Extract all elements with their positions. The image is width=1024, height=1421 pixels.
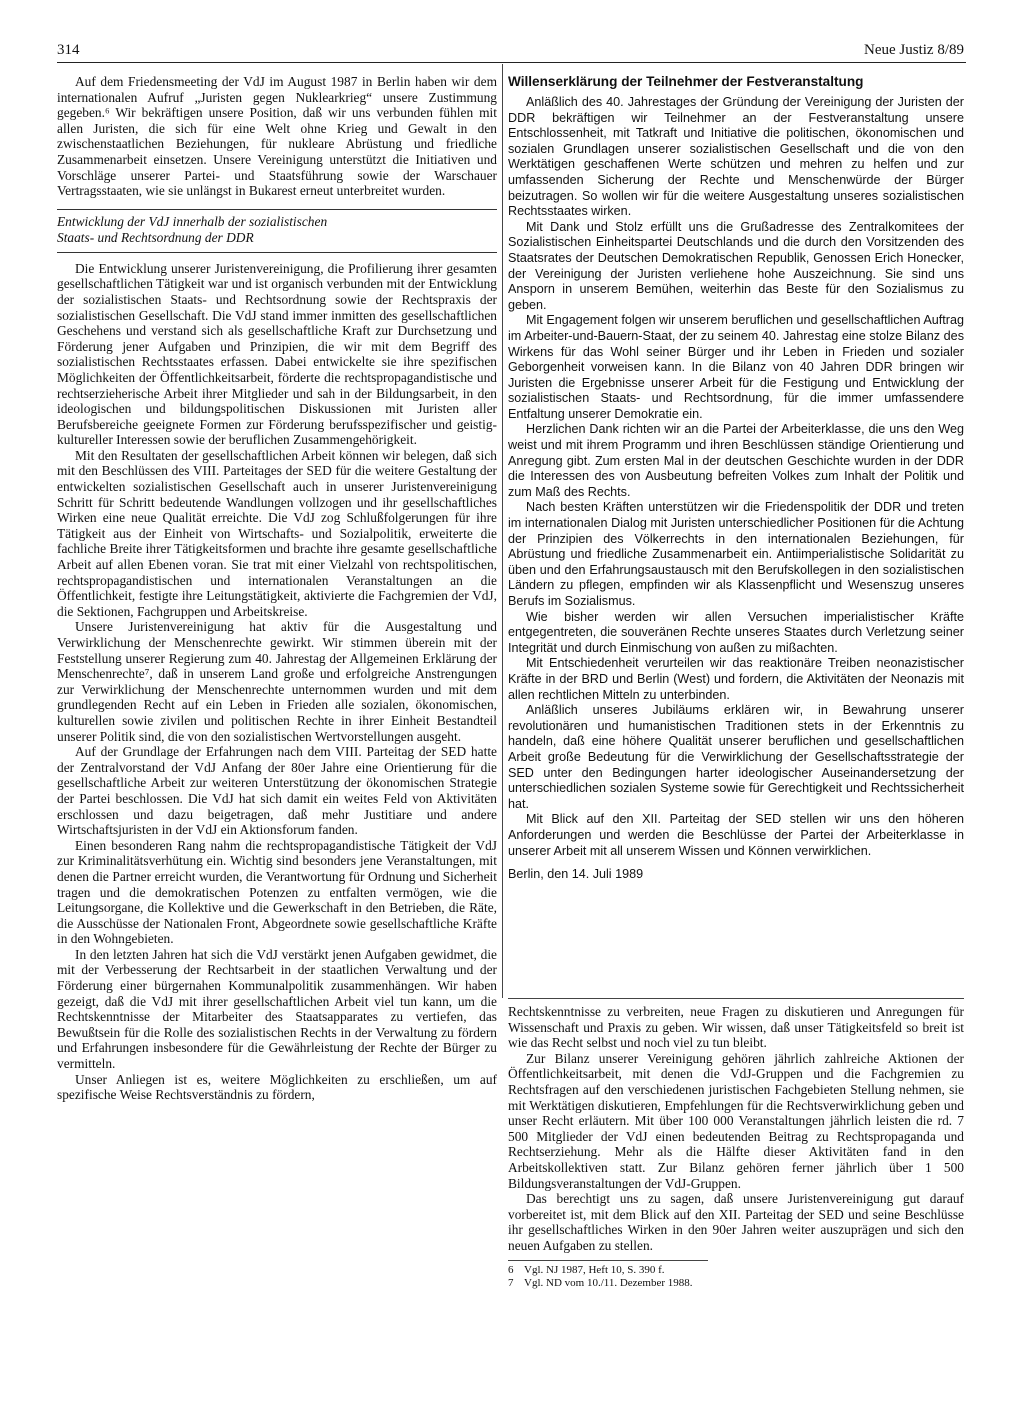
footnote [508, 1264, 964, 1277]
body-paragraph: Auf der Grundlage der Erfahrungen nach dem VIII. Parteitag der SED hatte der Zentralvorstand der VdJ Anfang der 80er Jahre eine Orientierung für die gesellschaftliche Arbeit zur weiteren Unterstützung der ökonomischen Strategie der Partei beschlossen. Die VdJ hat sich damit ein weites Feld von Aktivitäten erschlossen und dazu beigetragen, daß mehr Justitiare und andere Wirtschaftsjuristen in der VdJ ein Aktionsforum fanden. [57, 744, 497, 838]
body-paragraph: Einen besonderen Rang nahm die rechtspropagandistische Tätigkeit der VdJ zur Kriminalitätsverhütung ein. Wichtig sind besonders jene Veranstaltungen, mit denen die Partner erreicht wurden, die Verantwortung für Ordnung und Sicherheit tragen und die demokratischen Potenzen zu entfalten vermögen, wie die Leitungsorgane, die Kollektive und die Gewerkschaft in den Betrieben, die Räte, die Ausschüsse der Nationalen Front, Abgeordnete sowie gesellschaftliche Kräfte in den Wohngebieten. [57, 837, 497, 947]
footnote-number: 6 [508, 1263, 514, 1276]
declaration-paragraph: Mit Entschiedenheit verurteilen wir das reaktionäre Treiben neonazistischer Kräfte in der BRD und Berlin (West) und fordern, die Aktivitäten der Neonazis mit allen rechtlichen Mitteln zu unterbinden. [508, 656, 964, 702]
body-paragraph: Unser Anliegen ist es, weitere Möglichkeiten zu erschließen, um auf spezifische Weise Rechtsverständnis zu fördern, [57, 1071, 497, 1103]
declaration-title: Willenserklärung der Teilnehmer der Festveranstaltung [508, 74, 864, 89]
body-paragraph: In den letzten Jahren hat sich die VdJ verstärkt jenen Aufgaben gewidmet, die mit der Verbesserung der Rechtsarbeit in der staatlichen Verwaltung und der Förderung einer bürgernahen Kommunalpolitik zusammenhängen. Wir haben gezeigt, daß die VdJ mit ihrer gesellschaftlichen Arbeit viel tun kann, um die Rechtskenntnisse der Mitarbeiter des Staatsapparates zu vertiefen, das Bewußtsein für die Rolle des sozialistischen Rechts in der Verwaltung zu fördern und Erfahrungen insbesondere für die Gewährleistung der Rechte der Bürger zu vermitteln. [57, 946, 497, 1072]
footnote-number: 7 [508, 1276, 514, 1289]
body-paragraph: Mit den Resultaten der gesellschaftlichen Arbeit können wir belegen, daß sich mit den Beschlüssen des VIII. Parteitages der SED für die weitere Gestaltung der entwickelten sozialistischen Gesellschaft auch in unserer Juristenvereinigung Schritt für Schritt bedeutende Wandlungen vollzogen und ihr gesellschaftliches Wirken eine neue Qualität erreichte. Die VdJ zog Schlußfolgerungen für ihre Tätigkeit aus der Einheit von Wirtschafts- und Sozialpolitik, erweiterte die fachliche Breite ihrer Tätigkeitsformen und brachte ihre gesamte gesellschaftliche Arbeit auf allen Ebenen voran. Sie trat mit einer Vielzahl von rechtspolitischen, rechtspropagandistischen und internationalen Veranstaltungen an die Öffentlichkeit, festigte ihre Leitungstätigkeit, aktivierte die Fachgremien der VdJ, die Sektionen, Fachgruppen und Arbeitskreise. [57, 447, 497, 619]
left-column [57, 74, 497, 1103]
body-paragraph: Rechtskenntnisse zu verbreiten, neue Fragen zu diskutieren und Anregungen für Wissenschaft und Praxis zu geben. Wir wissen, daß unser Tätigkeitsfeld so breit ist wie das Recht selbst und noch viel zu tun bleibt. [508, 1004, 964, 1051]
declaration-paragraph: Anläßlich unseres Jubiläums erklären wir, in Bewahrung unserer revolutionären und humanistischen Traditionen stets in der Erkenntnis zu handeln, daß eine höhere Qualität unserer beruflichen und gesellschaftlichen Arbeit große Bedeutung für die Verwirklichung der Gesellschaftsstrategie der SED unter den Bedingungen harter ideologischer Auseinandersetzung der unterschiedlichen sozialen Systeme sowie für Gerechtigkeit und Rechtssicherheit hat. [508, 703, 964, 811]
journal-title: Neue Justiz 8/89 [864, 42, 964, 58]
declaration-box [508, 74, 964, 883]
section-heading [57, 209, 497, 253]
intro-paragraph: Auf dem Friedensmeeting der VdJ im August 1987 in Berlin haben wir dem internationalen Aufruf „Juristen gegen Nuklearkrieg“ unsere Zustimmung gegeben.⁶ Wir bekräftigen unsere Position, daß wir uns verbunden fühlen mit allen Juristen, die sich für eine Welt ohne Krieg und Gewalt in den zwischenstaatlichen Beziehungen, für nukleare Abrüstung und friedliche Zusammenarbeit einsetzen. Unsere Vereinigung unterstützt die Initiativen und Vorschläge unserer Partei- und Staatsführung sowie der Warschauer Vertragsstaaten, wie sie unlängst in Bukarest erneut unterbreitet wurden. [57, 74, 497, 199]
declaration-paragraph: Wie bisher werden wir allen Versuchen imperialistischer Kräfte entgegentreten, die souveränen Rechte unseres Staates durch Verletzung seiner Integrität und durch Einmischung von außen zu mißachten. [508, 609, 964, 655]
footnote [508, 1277, 964, 1290]
declaration-paragraph: Mit Blick auf den XII. Parteitag der SED stellen wir uns den höheren Anforderungen und werden die Beschlüsse der Partei der Arbeiterklasse in unserer Arbeit mit all unserem Wissen und Können verwirklichen. [508, 812, 964, 858]
place-date: Berlin, den 14. Juli 1989 [508, 867, 644, 882]
section-heading-line-2: Staats- und Rechtsordnung der DDR [57, 229, 254, 245]
declaration-paragraph: Anläßlich des 40. Jahrestages der Gründung der Vereinigung der Juristen der DDR bekräftigen wir Teilnehmer an der Festveranstaltung unsere Entschlossenheit, mit Tatkraft und Initiative die politischen, ökonomischen und sozialen Grundlagen unserer sozialistischen Gesellschaft und die von den Werktätigen geschaffenen Werte schützen und mehren zu helfen und zur umfassenden Sicherung der Rechte und Menschenwürde der Bürger beizutragen. So wollen wir für die weitere Ausgestaltung unseres sozialistischen Rechtsstaates wirken. [508, 95, 964, 219]
body-paragraph: Das berechtigt uns zu sagen, daß unsere Juristenvereinigung gut darauf vorbereitet ist, mit dem Blick auf den XII. Parteitag der SED und seine Beschlüsse ihr gesellschaftliches Wirken in den 90er Jahren weiter auszuprägen und sich den neuen Aufgaben zu stellen. [508, 1191, 964, 1253]
body-paragraph: Unsere Juristenvereinigung hat aktiv für die Ausgestaltung und Verwirklichung der Menschenrechte gewirkt. Wir stimmen überein mit der Feststellung unserer Regierung zum 40. Jahrestag der Allgemeinen Erklärung der Menschenrechte⁷, daß in unserem Land große und erfolgreiche Anstrengungen zur Verwirklichung der Menschenrechte unternommen wurden und mit dem grundlegenden Recht auf ein Leben in Frieden alle sozialen, ökonomischen, kulturellen sowie zivilen und politischen Rechte in ihrer Einheit Bestandteil unserer Politik sind, die von den sozialistischen Wertvorstellungen ausgeht. [57, 619, 497, 744]
footnote-text: Vgl. NJ 1987, Heft 10, S. 390 f. [524, 1263, 665, 1276]
declaration-bottom-rule [508, 998, 964, 999]
right-bottom-column [508, 1004, 964, 1290]
column-divider [502, 64, 503, 998]
page-number: 314 [57, 42, 80, 58]
declaration-paragraph: Nach besten Kräften unterstützen wir die Friedenspolitik der DDR und treten im internationalen Dialog mit Juristen unterschiedlicher Positionen für die Achtung der Prinzipien des Völkerrechts in den internationalen Beziehungen, für Abrüstung und friedliche Zusammenarbeit ein. Antiimperialistische Solidarität zu üben und den Erfahrungsaustausch mit den Berufskollegen in den sozialistischen Ländern zu pflegen, empfinden wir als Klassenpflicht und Wesenszug unseres Berufs im Sozialismus. [508, 500, 964, 608]
declaration-paragraph: Herzlichen Dank richten wir an die Partei der Arbeiterklasse, die uns den Weg weist und mit ihrem Programm und ihren Beschlüssen ständige Orientierung und Anregung gibt. Zum ersten Mal in der deutschen Geschichte wurden in der DDR die Interessen des von Ausbeutung befreiten Volkes zum Inhalt der Politik und zum Maß des Rechts. [508, 422, 964, 499]
header-rule [57, 62, 966, 63]
footnote-text: Vgl. ND vom 10./11. Dezember 1988. [524, 1276, 693, 1289]
section-heading-line-1: Entwicklung der VdJ innerhalb der sozialistischen [57, 213, 328, 229]
body-paragraph: Zur Bilanz unserer Vereinigung gehören jährlich zahlreiche Aktionen der Öffentlichkeitsarbeit, mit denen die VdJ-Gruppen und die Fachgremien zu Rechtsfragen auf den verschiedenen juristischen Fachgebieten Stellung nehmen, sie mit Werktätigen diskutieren, Empfehlungen für die Rechtsverwirklichung geben und unser Recht erläutern. Mit über 100 000 Veranstaltungen jährlich leisten die rd. 7 500 Mitglieder der VdJ einen bedeutenden Beitrag zu Rechtspropaganda und Rechtserziehung. Mehr als die Hälfte dieser Aktivitäten fand in den Arbeitskollektiven statt. Zur Bilanz gehören ferner jährlich über 1 500 Bildungsveranstaltungen der VdJ-Gruppen. [508, 1050, 964, 1191]
declaration-paragraph: Mit Dank und Stolz erfüllt uns die Grußadresse des Zentralkomitees der Sozialistischen Einheitspartei Deutschlands und die durch den Vorsitzenden des Staatsrates der Deutschen Demokratischen Republik, Genossen Erich Honecker, der Vereinigung der Juristen verliehene hohe Auszeichnung. Sie sind uns Ansporn in unserem Bemühen, weiterhin das Beste für den Sozialismus zu geben. [508, 219, 964, 312]
body-paragraph: Die Entwicklung unserer Juristenvereinigung, die Profilierung ihrer gesamten gesellschaftlichen Tätigkeit war und ist organisch verbunden mit der Entwicklung der sozialistischen Staats- und Rechtsordnung sowie der Rechtspraxis der sozialistischen Gesellschaft. Die VdJ stand immer inmitten des gesellschaftlichen Geschehens und verstand sich als gesellschaftliche Kraft zur Durchsetzung und Förderung jener Aufgaben und Prinzipien, die wir mit dem Begriff des sozialistischen Rechtsstaates erfassen. Dabei entwickelte sie ihre spezifischen Möglichkeiten der Öffentlichkeitsarbeit, förderte die rechtspropagandistische und rechtserzieherische Arbeit ihrer Mitglieder und sah in der Bildungsarbeit, in den ideologischen und bildungspolitischen Diskussionen mit Juristen aller Berufsbereiche geeignete Formen zur Förderung berufsspezifischer und geistig-kultureller Interessen sowie der beruflichen Zusammengehörigkeit. [57, 260, 497, 448]
declaration-paragraph: Mit Engagement folgen wir unserem beruflichen und gesellschaftlichen Auftrag im Arbeiter-und-Bauern-Staat, der zu seinem 40. Jahrestag eine stolze Bilanz des Wirkens für das Wohl seiner Bürger und ihr Leben in Frieden und sozialer Geborgenheit vorweisen kann. In die Bilanz von 40 Jahren DDR bringen wir Juristen die Ergebnisse unserer Arbeit für die Festigung und Entwicklung der sozialistischen Staats- und Rechtsordnung, für die immer umfassendere Entfaltung unserer Demokratie ein. [508, 313, 964, 421]
